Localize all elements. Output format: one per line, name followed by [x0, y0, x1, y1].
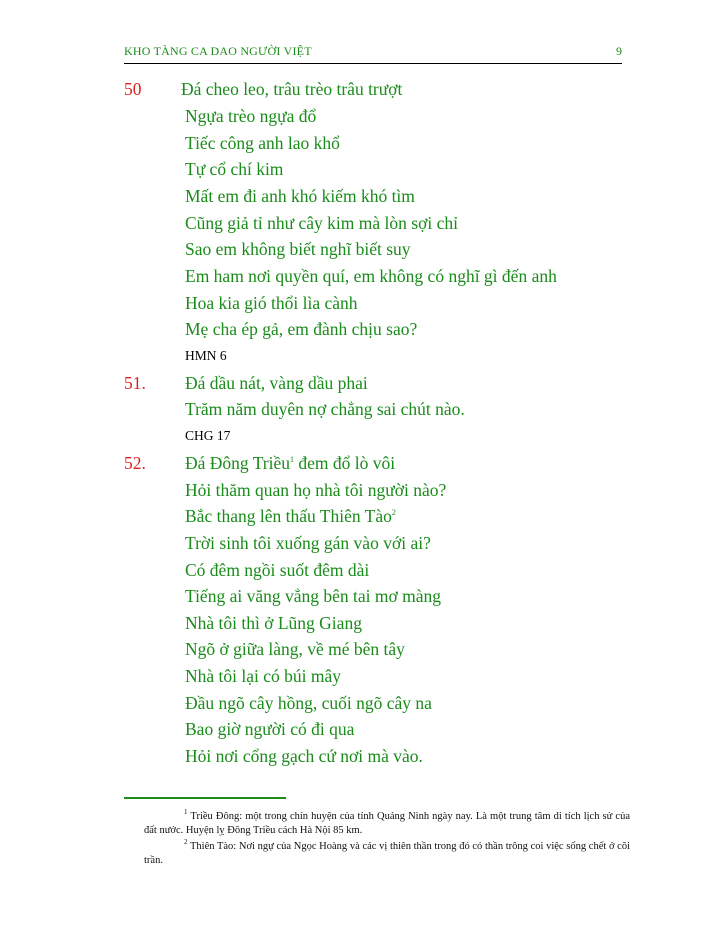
footnote — [144, 810, 630, 838]
verse-line: Tiếc công anh lao khổ — [185, 133, 340, 153]
verse-line: Tự cổ chí kim — [185, 159, 284, 179]
verse-text: Bắc thang lên thấu Thiên Tào — [185, 506, 392, 526]
footnote-text: Triều Đông: một trong chín huyện của tỉnh Quảng Ninh ngày nay. Là một trung tâm di tích lịch sử của đất nước. Huyện lỵ Đông Triều cách Hà Nội 85 km. — [144, 811, 631, 836]
footnote-divider — [124, 797, 286, 799]
verse-line: Đầu ngõ cây hồng, cuối ngõ cây na — [185, 693, 432, 713]
poem-number: 52. — [124, 453, 146, 473]
footnote — [144, 840, 630, 868]
verse-line: Hoa kia gió thổi lìa cành — [185, 293, 358, 313]
verse-line: Sao em không biết nghĩ biết suy — [185, 239, 411, 259]
page-number: 9 — [616, 44, 622, 58]
header-divider — [124, 63, 622, 64]
verse-line: Ngõ ở giữa làng, về mé bên tây — [185, 639, 405, 659]
verse-line: Hỏi thăm quan họ nhà tôi người nào? — [185, 480, 447, 500]
verse-line — [185, 504, 396, 528]
book-title: KHO TÀNG CA DAO NGƯỜI VIỆT — [124, 44, 312, 58]
source-code: HMN 6 — [185, 348, 227, 363]
verse-line: Cũng giả tỉ như cây kim mà lòn sợi chỉ — [185, 213, 458, 233]
verse-line: Ngựa trèo ngựa đổ — [185, 106, 317, 126]
source-code: CHG 17 — [185, 428, 231, 443]
verse-line: Đá dầu nát, vàng dầu phai — [185, 373, 368, 393]
verse-line: Trăm năm duyên nợ chẳng sai chút nào. — [185, 399, 465, 419]
verse-line: Bao giờ người có đi qua — [185, 719, 355, 739]
footnote-mark: 2 — [184, 838, 188, 846]
verse-line: Nhà tôi thì ở Lũng Giang — [185, 613, 362, 633]
verse-line: Em ham nơi quyền quí, em không có nghĩ gì đến anh — [185, 266, 557, 286]
poem-number: 50 — [124, 79, 142, 99]
verse-line: Đá cheo leo, trâu trèo trâu trượt — [181, 79, 403, 99]
verse-line — [185, 451, 395, 475]
footnote-mark: 1 — [184, 808, 188, 816]
verse-line: Mất em đi anh khó kiếm khó tìm — [185, 186, 415, 206]
verse-line: Mẹ cha ép gả, em đành chịu sao? — [185, 319, 418, 339]
verse-line: Có đêm ngồi suốt đêm dài — [185, 560, 370, 580]
page-header — [124, 44, 622, 62]
verse-line: Trời sinh tôi xuống gán vào với ai? — [185, 533, 431, 553]
verse-line: Tiếng ai văng vẳng bên tai mơ màng — [185, 586, 441, 606]
verse-line: Nhà tôi lại có búi mây — [185, 666, 342, 686]
verse-text: đem đổ lò vôi — [294, 453, 396, 473]
verse-line: Hỏi nơi cổng gạch cứ nơi mà vào. — [185, 746, 423, 766]
footnote-ref: 2 — [391, 508, 396, 517]
footnote-ref: 1 — [290, 455, 295, 464]
footnote-text: Thiên Tào: Nơi ngự của Ngọc Hoàng và các vị thiên thần trong đó có thần trông coi việc sống chết ở cõi trần. — [144, 841, 631, 866]
poem-number: 51. — [124, 373, 146, 393]
verse-text: Đá Đông Triều — [185, 453, 291, 473]
